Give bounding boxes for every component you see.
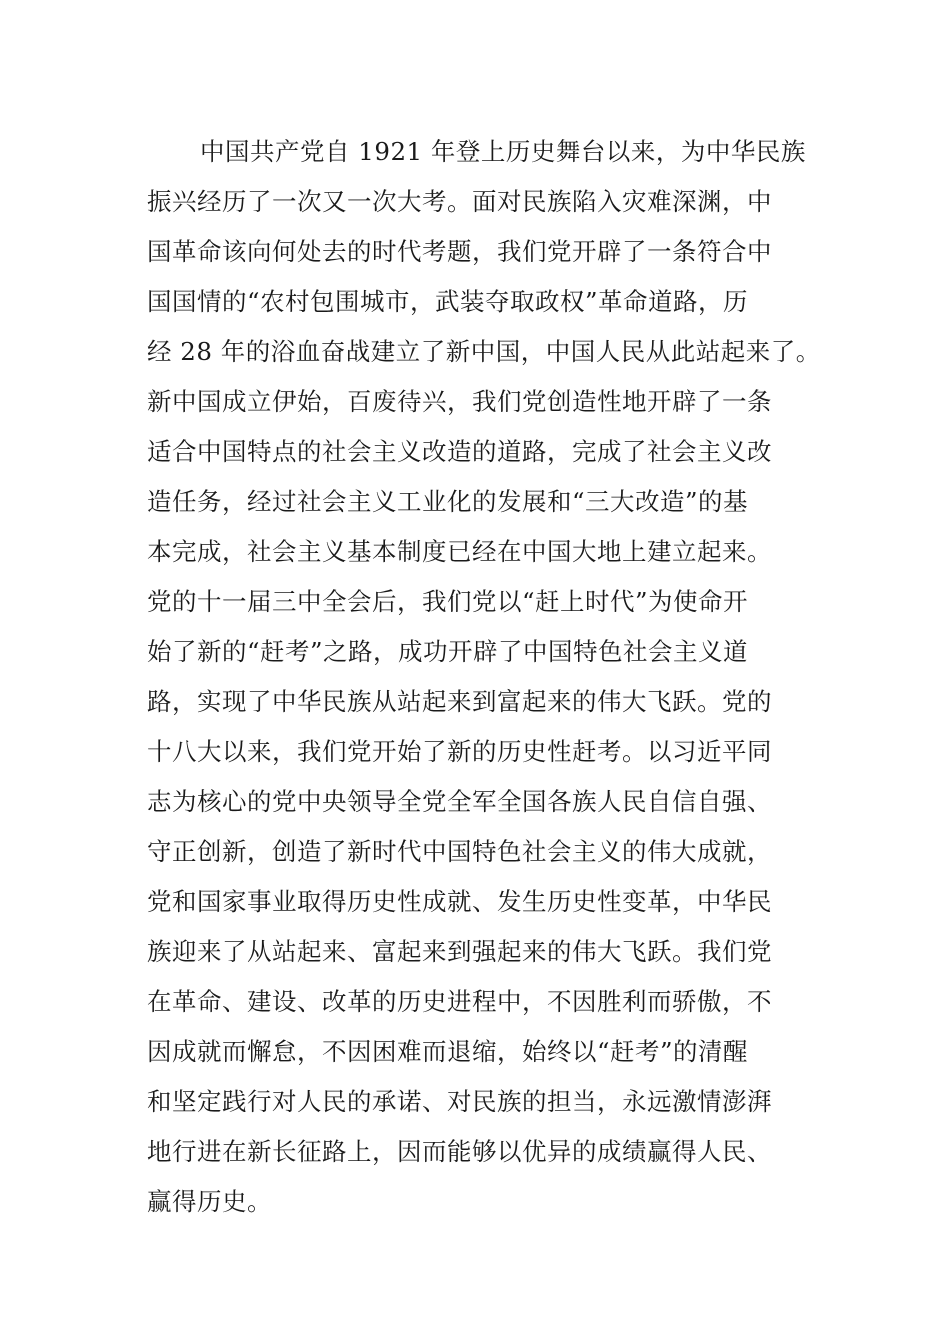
paragraph-line: 适合中国特点的社会主义改造的道路，完成了社会主义改 [147, 437, 772, 466]
paragraph-line: 党的十一届三中全会后，我们党以“赶上时代”为使命开 [147, 587, 749, 616]
paragraph-line: 守正创新，创造了新时代中国特色社会主义的伟大成就， [147, 837, 772, 866]
paragraph-line: 新中国成立伊始，百废待兴，我们党创造性地开辟了一条 [147, 387, 772, 416]
paragraph-line: 中国共产党自 1921 年登上历史舞台以来，为中华民族 [200, 137, 806, 166]
paragraph-line: 国革命该向何处去的时代考题，我们党开辟了一条符合中 [147, 237, 772, 266]
paragraph-line: 路，实现了中华民族从站起来到富起来的伟大飞跃。党的 [147, 687, 772, 716]
paragraph-line: 造任务，经过社会主义工业化的发展和“三大改造”的基 [147, 487, 749, 516]
paragraph-line: 志为核心的党中央领导全党全军全国各族人民自信自强、 [147, 787, 772, 816]
paragraph-line: 党和国家事业取得历史性成就、发生历史性变革，中华民 [147, 887, 772, 916]
paragraph-line: 始了新的“赶考”之路，成功开辟了中国特色社会主义道 [147, 637, 749, 666]
paragraph-line: 地行进在新长征路上，因而能够以优异的成绩赢得人民、 [147, 1137, 772, 1166]
paragraph-line: 族迎来了从站起来、富起来到强起来的伟大飞跃。我们党 [147, 937, 772, 966]
paragraph-line: 赢得历史。 [147, 1187, 272, 1216]
body-paragraph [147, 127, 827, 1227]
paragraph-line: 振兴经历了一次又一次大考。面对民族陷入灾难深渊，中 [147, 187, 772, 216]
paragraph-line: 和坚定践行对人民的承诺、对民族的担当，永远激情澎湃 [147, 1087, 772, 1116]
paragraph-line: 经 28 年的浴血奋战建立了新中国，中国人民从此站起来了。 [147, 337, 821, 366]
paragraph-line: 国国情的“农村包围城市，武装夺取政权”革命道路，历 [147, 287, 749, 316]
paragraph-line: 在革命、建设、改革的历史进程中，不因胜利而骄傲，不 [147, 987, 772, 1016]
paragraph-line: 本完成，社会主义基本制度已经在中国大地上建立起来。 [147, 537, 772, 566]
paragraph-line: 十八大以来，我们党开始了新的历史性赶考。以习近平同 [147, 737, 772, 766]
paragraph-line: 因成就而懈怠，不因困难而退缩，始终以“赶考”的清醒 [147, 1037, 749, 1066]
